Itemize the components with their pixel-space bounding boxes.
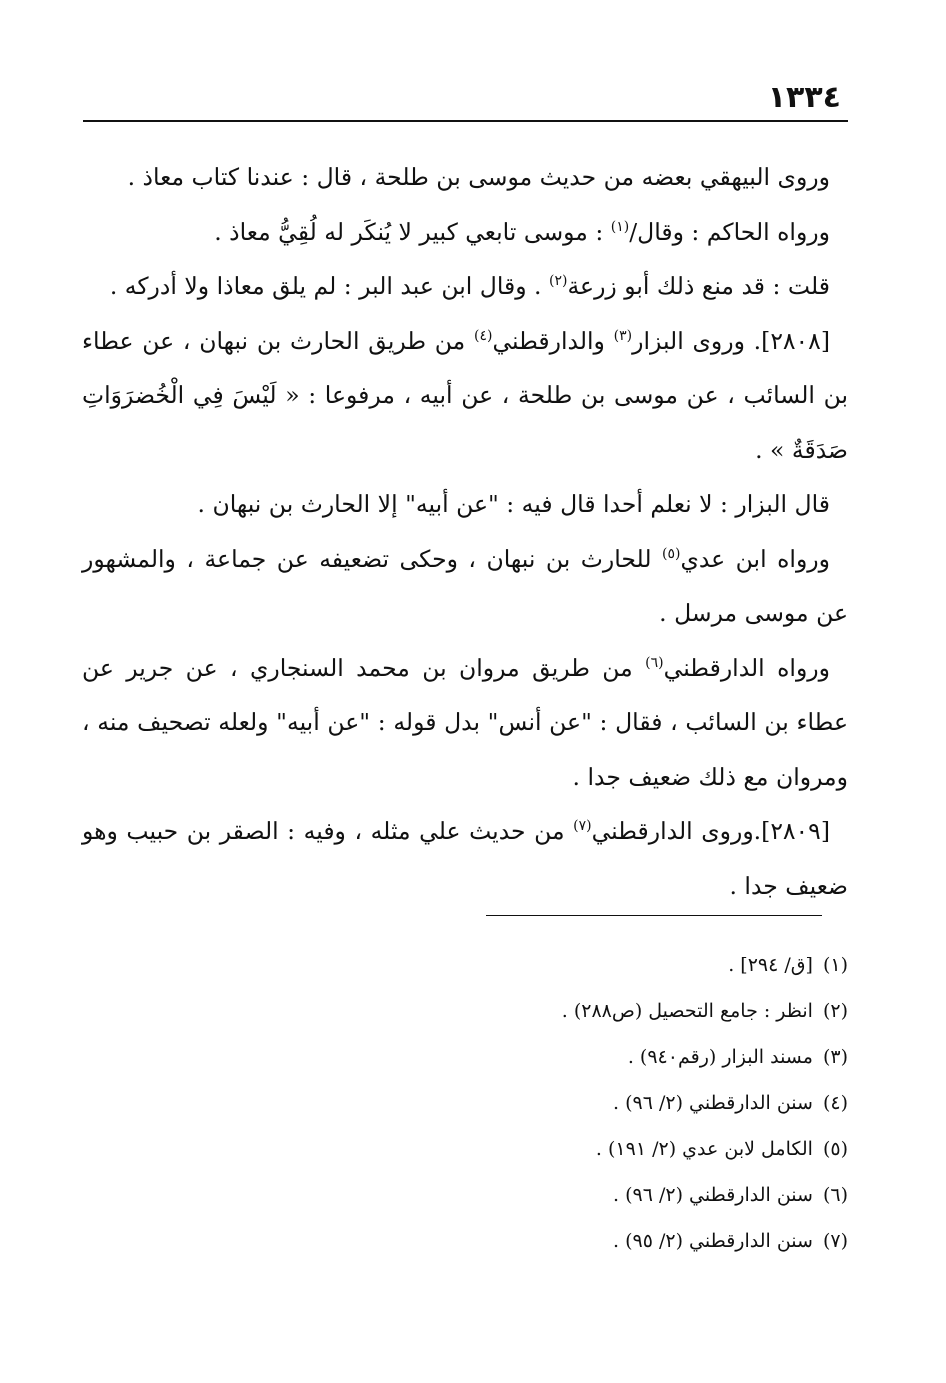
footnote-ref-5[interactable]: (٥)	[661, 545, 681, 562]
footnote-number: (٣)	[822, 1046, 848, 1068]
paragraph-8-text-b: من حديث علي مثله ، وفيه : الصقر بن حبيب وهو ضعيف جدا .	[82, 817, 848, 900]
footnote-text: الكامل لابن عدي (٢/ ١٩١) .	[595, 1138, 813, 1160]
paragraph-3-text-a: قلت : قد منع ذلك أبو زرعة	[567, 272, 830, 300]
paragraph-4	[82, 314, 848, 478]
footnote-ref-7[interactable]: (٧)	[573, 818, 592, 835]
footnote-ref-1[interactable]: (١)	[610, 218, 630, 235]
footnote-7	[120, 1218, 848, 1264]
paragraph-1-text: وروى البيهقي بعضه من حديث موسى بن طلحة ، قال : عندنا كتاب معاذ .	[127, 163, 830, 191]
paragraph-7	[82, 641, 848, 805]
footnote-ref-4[interactable]: (٤)	[474, 327, 493, 344]
paragraph-7-text-b: من طريق مروان بن محمد السنجاري ، عن جرير عن عطاء بن السائب ، فقال : "عن أنس" بدل قوله : "عن أبيه" ولعله تصحيف منه ، ومروان مع ذلك ضعيف جدا .	[82, 653, 848, 791]
footnote-text: سنن الدارقطني (٢/ ٩٦) .	[613, 1092, 813, 1114]
paragraph-8	[82, 804, 848, 913]
footnote-number: (١)	[822, 954, 848, 976]
footnote-text: سنن الدارقطني (٢/ ٩٥) .	[613, 1230, 813, 1252]
footnote-6	[120, 1172, 848, 1218]
paragraph-3-text-b: . وقال ابن عبد البر : لم يلق معاذا ولا أدركه .	[109, 272, 549, 300]
paragraph-4-text-b: والدارقطني	[492, 326, 614, 355]
paragraph-2	[82, 205, 848, 260]
footnote-text: [ق/ ٢٩٤] .	[728, 954, 813, 976]
footnote-2	[120, 988, 848, 1034]
paragraph-4-text-a: . وروى البزار	[632, 326, 762, 355]
paragraph-2-text-b: : موسى تابعي كبير لا يُنكَر له لُقِيُّ معاذ .	[214, 217, 611, 246]
footnote-number: (٧)	[822, 1230, 848, 1252]
footnote-number: (٦)	[822, 1184, 848, 1206]
hadith-number-2809: [٢٨٠٩]	[761, 817, 830, 845]
page-number: ١٣٣٤	[767, 80, 841, 115]
paragraph-1	[82, 150, 848, 205]
paragraph-6	[82, 532, 848, 641]
paragraph-4-text-c: من طريق الحارث بن نبهان ، عن عطاء بن السائب ، عن موسى بن طلحة ، عن أبيه ، مرفوعا : « لَيْسَ فِي الْخُضرَوَاتِ صَدَقَةٌ » .	[82, 326, 848, 464]
footnote-number: (٥)	[822, 1138, 848, 1160]
footnote-text: انظر : جامع التحصيل (ص٢٨٨) .	[561, 1000, 813, 1022]
footnote-ref-2[interactable]: (٢)	[548, 273, 568, 290]
paragraph-3	[82, 259, 848, 314]
paragraph-5	[82, 477, 848, 532]
hadith-number-2808: [٢٨٠٨]	[761, 326, 830, 355]
footnote-5	[120, 1126, 848, 1172]
footnotes-list	[120, 942, 848, 1264]
paragraph-2-text-a: ورواه الحاكم : وقال/	[629, 217, 830, 246]
footnote-text: سنن الدارقطني (٢/ ٩٦) .	[613, 1184, 813, 1206]
footnote-text: مسند البزار (رقم٩٤٠) .	[627, 1046, 813, 1068]
paragraph-6-text-a: ورواه ابن عدي	[680, 544, 830, 573]
paragraph-7-text-a: ورواه الدارقطني	[663, 653, 830, 682]
footnote-3	[120, 1034, 848, 1080]
footnote-ref-3[interactable]: (٣)	[613, 327, 633, 344]
paragraph-5-text: قال البزار : لا نعلم أحدا قال فيه : "عن أبيه" إلا الحارث بن نبهان .	[197, 490, 830, 518]
footnote-separator	[486, 915, 822, 916]
paragraph-8-text-a: .وروى الدارقطني	[591, 817, 762, 845]
paragraph-6-text-b: للحارث بن نبهان ، وحكى تضعيفه عن جماعة ، والمشهور عن موسى مرسل .	[82, 544, 848, 627]
footnote-number: (٢)	[822, 1000, 848, 1022]
main-text	[82, 150, 848, 913]
footnote-1	[120, 942, 848, 988]
footnote-ref-6[interactable]: (٦)	[645, 654, 664, 671]
header-rule	[83, 120, 848, 122]
footnote-4	[120, 1080, 848, 1126]
footnote-number: (٤)	[822, 1092, 848, 1114]
